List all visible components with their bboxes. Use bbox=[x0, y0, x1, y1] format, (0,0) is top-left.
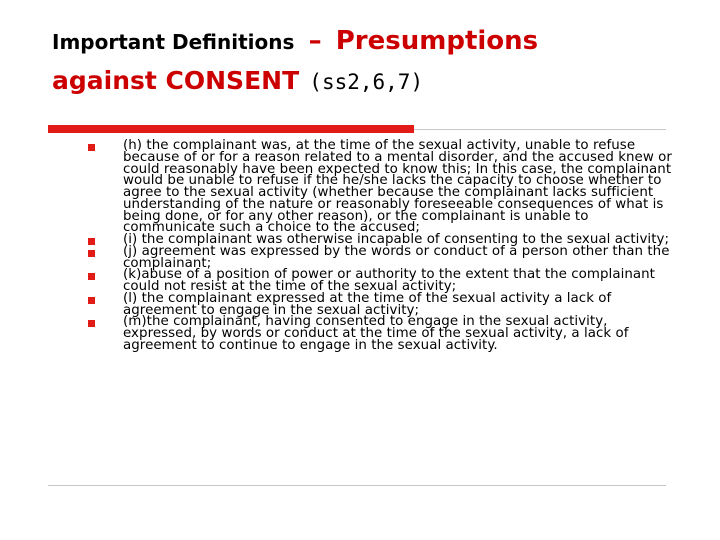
list-item-text: (i) the complainant was otherwise incapable of consenting to the sexual activity; bbox=[123, 232, 670, 247]
list-item bbox=[88, 243, 678, 271]
square-bullet-icon bbox=[88, 273, 95, 280]
list-item-text: (j) agreement was expressed by the words or conduct of a person other than the complainant; bbox=[123, 243, 670, 271]
title-part-definitions: Important Definitions bbox=[52, 30, 295, 54]
list-item bbox=[88, 269, 678, 293]
list-item bbox=[88, 140, 678, 234]
square-bullet-icon bbox=[88, 238, 95, 245]
title-part-sections: (ss2,6,7) bbox=[309, 70, 424, 94]
square-bullet-icon bbox=[88, 297, 95, 304]
title-dash: – bbox=[308, 26, 322, 56]
definitions-list bbox=[88, 140, 678, 352]
title-part-presumptions: Presumptions bbox=[335, 26, 539, 56]
title-part-against-consent: against CONSENT bbox=[52, 66, 300, 95]
square-bullet-icon bbox=[88, 250, 95, 257]
list-item-text: (h) the complainant was, at the time of the sexual activity, unable to refuse because of or for a reason related to a mental disorder, and the accused knew or could reasonably have been expected to know this; In this case, the complainant would be unable to refuse if the he/she lacks the capacity to choose whether to agree to the sexual activity (whether because the complainant lacks sufficient understanding of the nature or reasonably foreseeable consequences of what is being done, or for any other reason), or the complainant is unable to communicate such a choice to the accused; bbox=[123, 138, 672, 236]
square-bullet-icon bbox=[88, 144, 95, 151]
title-accent-bar bbox=[48, 125, 414, 133]
bottom-divider-line bbox=[48, 485, 666, 486]
list-item bbox=[88, 316, 678, 351]
square-bullet-icon bbox=[88, 320, 95, 327]
list-item-text: (m)the complainant, having consented to engage in the sexual activity, expressed, by words or conduct at the time of the sexual activity, a lack of agreement to continue to engage in the sexual activity. bbox=[123, 314, 629, 353]
list-item bbox=[88, 290, 678, 318]
slide-title bbox=[52, 20, 692, 100]
list-item-text: (l) the complainant expressed at the time of the sexual activity a lack of agreement to engage in the sexual activity; bbox=[123, 290, 612, 318]
list-item-text: (k)abuse of a position of power or authority to the extent that the complainant could not resist at the time of the sexual activity; bbox=[123, 267, 655, 294]
